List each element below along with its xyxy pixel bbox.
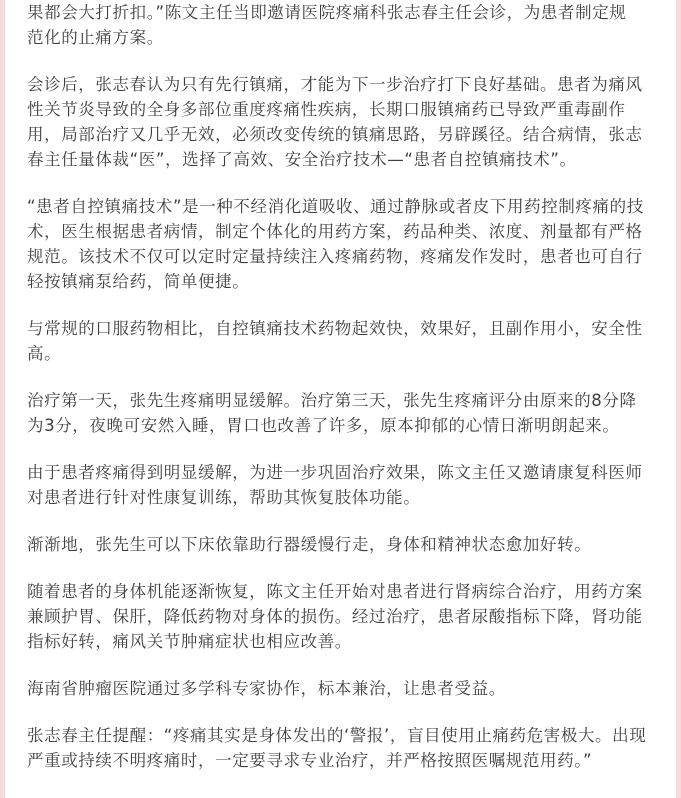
article-paragraph [27,388,667,438]
article-paragraph [27,316,667,366]
article-body [27,0,667,795]
paragraph-line: “患者自控镇痛技术”是一种不经消化道吸收、通过静脉或者皮下用药控制疼痛的技 [27,197,644,216]
paragraph-line: 渐渐地，张先生可以下床依靠助行器缓慢行走，身体和精神状态愈加好转。 [27,535,592,554]
article-paragraph [27,72,667,172]
paragraph-line: 张志春主任提醒：“疼痛其实是身体发出的‘警报’，盲目使用止痛药危害极大。出现 [27,726,647,745]
paragraph-line: 性关节炎导致的全身多部位重度疼痛性疾病，长期口服镇痛药已导致严重毒副作 [27,100,626,119]
paragraph-line: 会诊后，张志春认为只有先行镇痛，才能为下一步治疗打下良好基础。患者为痛风 [27,75,643,94]
paragraph-line: 高。 [27,344,62,363]
paragraph-line: 果都会大打折扣。”陈文主任当即邀请医院疼痛科张志春主任会诊，为患者制定规 [27,3,627,22]
article-paragraph [27,723,667,773]
paragraph-line: 兼顾护胃、保肝，降低药物对身体的损伤。经过治疗，患者尿酸指标下降，肾功能 [27,607,643,626]
paragraph-line: 轻按镇痛泵给药，简单便捷。 [27,272,250,291]
paragraph-line: 规范。该技术不仅可以定时定量持续注入疼痛药物，疼痛发作发时，患者也可自行 [27,247,643,266]
paragraph-line: 春主任量体裁“医”，选择了高效、安全治疗技术—“患者自控镇痛技术”。 [27,150,577,169]
paragraph-line: 与常规的口服药物相比，自控镇痛技术药物起效快，效果好，且副作用小，安全性 [27,319,643,338]
article-paragraph [27,0,667,50]
paragraph-line: 随着患者的身体机能逐渐恢复，陈文主任开始对患者进行肾病综合治疗，用药方案 [27,582,643,601]
paragraph-line: 用，局部治疗又几乎无效，必须改变传统的镇痛思路，另辟蹊径。结合病情，张志 [27,125,643,144]
article-paragraph [27,579,667,654]
article-paragraph [27,532,667,557]
paragraph-line: 治疗第一天，张先生疼痛明显缓解。治疗第三天，张先生疼痛评分由原来的8分降 [27,391,637,410]
paragraph-line: 海南省肿瘤医院通过多学科专家协作，标本兼治，让患者受益。 [27,679,506,698]
paragraph-line: 由于患者疼痛得到明显缓解，为进一步巩固治疗效果，陈文主任又邀请康复科医师 [27,463,643,482]
paragraph-line: 指标好转，痛风关节肿痛症状也相应改善。 [27,632,352,651]
article-paragraph [27,676,667,701]
paragraph-line: 对患者进行针对性康复训练，帮助其恢复肢体功能。 [27,488,421,507]
paragraph-line: 术，医生根据患者病情，制定个体化的用药方案，药品种类、浓度、剂量都有严格 [27,222,643,241]
paragraph-line: 严重或持续不明疼痛时，一定要寻求专业治疗，并严格按照医嘱规范用药。” [27,751,593,770]
article-paragraph [27,194,667,294]
paragraph-line: 范化的止痛方案。 [27,28,164,47]
article-paragraph [27,460,667,510]
paragraph-line: 为3分，夜晚可安然入睡，胃口也改善了许多，原本抑郁的心情日渐明朗起来。 [27,416,620,435]
